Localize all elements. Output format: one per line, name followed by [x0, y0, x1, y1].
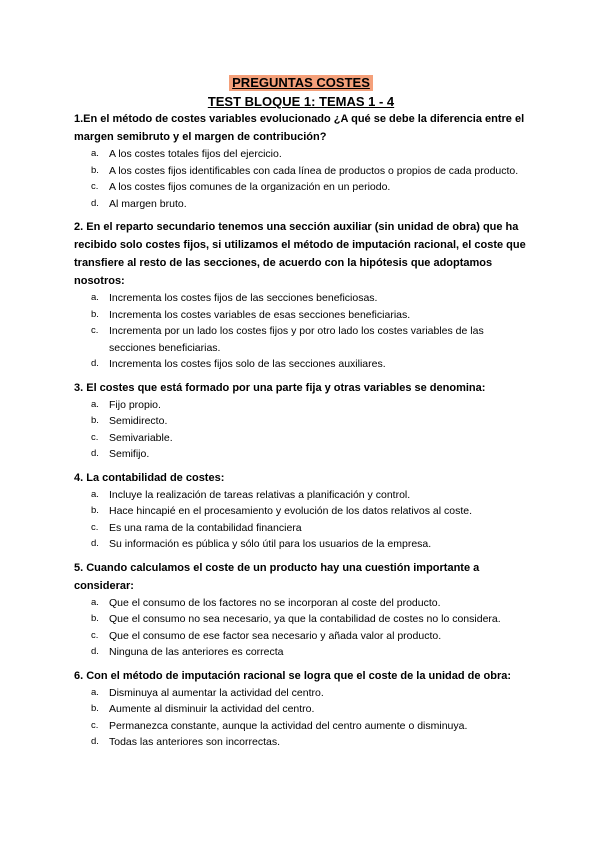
option-text: Semivariable. — [109, 431, 173, 444]
question-block — [74, 469, 528, 553]
option-text: Al margen bruto. — [109, 197, 187, 210]
option-text: Disminuya al aumentar la actividad del centro. — [109, 686, 324, 699]
option-text: Incluye la realización de tareas relativas a planificación y control. — [109, 488, 411, 501]
question-block — [74, 218, 528, 373]
option-text: Su información es pública y sólo útil para los usuarios de la empresa. — [109, 538, 432, 550]
question-block — [74, 110, 528, 212]
option-item — [91, 503, 528, 520]
option-text: Que el consumo de los factores no se incorporan al coste del producto. — [109, 596, 441, 609]
option-item — [91, 196, 528, 213]
option-letter: d. — [91, 736, 99, 747]
option-text: Todas las anteriores son incorrectas. — [109, 736, 280, 748]
option-text: A los costes totales fijos del ejercicio. — [109, 148, 282, 160]
option-text: Hace hincapié en el procesamiento y evolución de los datos relativos al coste. — [109, 505, 473, 517]
option-text: Incrementa los costes fijos solo de las secciones auxiliares. — [109, 358, 386, 370]
option-item — [91, 611, 528, 628]
option-text: Ninguna de las anteriores es correcta — [109, 646, 284, 658]
option-list — [91, 397, 528, 463]
option-text: Incrementa por un lado los costes fijos y por otro lado los costes variables de las secciones beneficiarias. — [109, 325, 484, 354]
option-text: A los costes fijos comunes de la organización en un periodo. — [109, 181, 391, 193]
option-text: Semifijo. — [109, 448, 150, 460]
option-item — [91, 628, 528, 645]
question-text: 6. Con el método de imputación racional se logra que el coste de la unidad de obra: — [74, 669, 512, 682]
option-letter: c. — [91, 181, 99, 192]
option-item — [91, 179, 528, 196]
option-item — [91, 595, 528, 612]
option-text: Permanezca constante, aunque la actividad del centro aumente o disminuya. — [109, 719, 468, 732]
option-text: Aumente al disminuir la actividad del centro. — [109, 703, 315, 715]
option-letter: d. — [91, 358, 99, 369]
option-letter: a. — [91, 596, 99, 608]
option-letter: a. — [91, 686, 99, 698]
option-letter: d. — [91, 646, 99, 657]
option-item — [91, 307, 528, 324]
option-item — [91, 734, 528, 751]
option-item — [91, 356, 528, 373]
option-text: Incrementa los costes variables de esas secciones beneficiarias. — [109, 308, 411, 321]
option-text: Fijo propio. — [109, 398, 161, 411]
question-list — [74, 110, 528, 751]
option-text: Que el consumo de ese factor sea necesario y añada valor al producto. — [109, 629, 442, 642]
option-item — [91, 146, 528, 163]
question-block — [74, 559, 528, 661]
option-item — [91, 163, 528, 180]
option-letter: a. — [91, 148, 99, 159]
document-title: PREGUNTAS COSTES — [229, 75, 373, 91]
question-text: 1.En el método de costes variables evolucionado ¿A qué se debe la diferencia entre el margen semibruto y el margen de contribución? — [74, 113, 525, 143]
option-letter: b. — [91, 164, 99, 176]
option-letter: c. — [91, 521, 99, 533]
option-letter: d. — [91, 538, 99, 549]
option-letter: c. — [91, 431, 99, 443]
option-letter: d. — [91, 197, 99, 209]
option-letter: a. — [91, 292, 99, 303]
question-text: 5. Cuando calculamos el coste de un producto hay una cuestión importante a considerar: — [74, 561, 480, 592]
option-text: Incrementa los costes fijos de las secciones beneficiosas. — [109, 292, 378, 304]
option-text: Que el consumo no sea necesario, ya que la contabilidad de costes no lo considera. — [109, 613, 501, 625]
option-letter: c. — [91, 325, 99, 336]
option-letter: b. — [91, 505, 99, 516]
document-subtitle: TEST BLOQUE 1: TEMAS 1 - 4 — [207, 94, 395, 109]
option-letter: c. — [91, 629, 99, 641]
question-text: 2. En el reparto secundario tenemos una sección auxiliar (sin unidad de obra) que ha recibido solo costes fijos, si utilizamos el método de imputación racional, el coste que transfiere al resto de las secciones, de acuerdo con la hipótesis que adoptamos nosotros: — [74, 221, 526, 287]
question-block — [74, 667, 528, 751]
option-list — [91, 595, 528, 661]
option-item — [91, 536, 528, 553]
option-item — [91, 701, 528, 718]
question-text: 4. La contabilidad de costes: — [74, 471, 225, 484]
option-letter: a. — [91, 488, 99, 500]
question-block — [74, 379, 528, 463]
option-item — [91, 397, 528, 414]
option-letter: b. — [91, 613, 99, 624]
option-letter: b. — [91, 703, 99, 714]
question-text: 3. El costes que está formado por una parte fija y otras variables se denomina: — [74, 381, 486, 394]
option-item — [91, 323, 528, 356]
option-text: Es una rama de la contabilidad financiera — [109, 521, 302, 534]
option-list — [91, 146, 528, 212]
option-list — [91, 487, 528, 553]
option-letter: d. — [91, 448, 99, 459]
option-item — [91, 718, 528, 735]
option-item — [91, 430, 528, 447]
option-item — [91, 290, 528, 307]
option-letter: c. — [91, 719, 99, 731]
option-text: Semidirecto. — [109, 415, 168, 427]
option-list — [91, 685, 528, 751]
option-text: A los costes fijos identificables con cada línea de productos o propios de cada producto. — [109, 164, 519, 177]
option-letter: b. — [91, 308, 99, 320]
option-item — [91, 520, 528, 537]
option-letter: a. — [91, 398, 99, 410]
option-list — [91, 290, 528, 373]
title-block — [74, 74, 528, 110]
option-letter: b. — [91, 415, 99, 426]
option-item — [91, 446, 528, 463]
option-item — [91, 487, 528, 504]
option-item — [91, 644, 528, 661]
option-item — [91, 685, 528, 702]
option-item — [91, 413, 528, 430]
